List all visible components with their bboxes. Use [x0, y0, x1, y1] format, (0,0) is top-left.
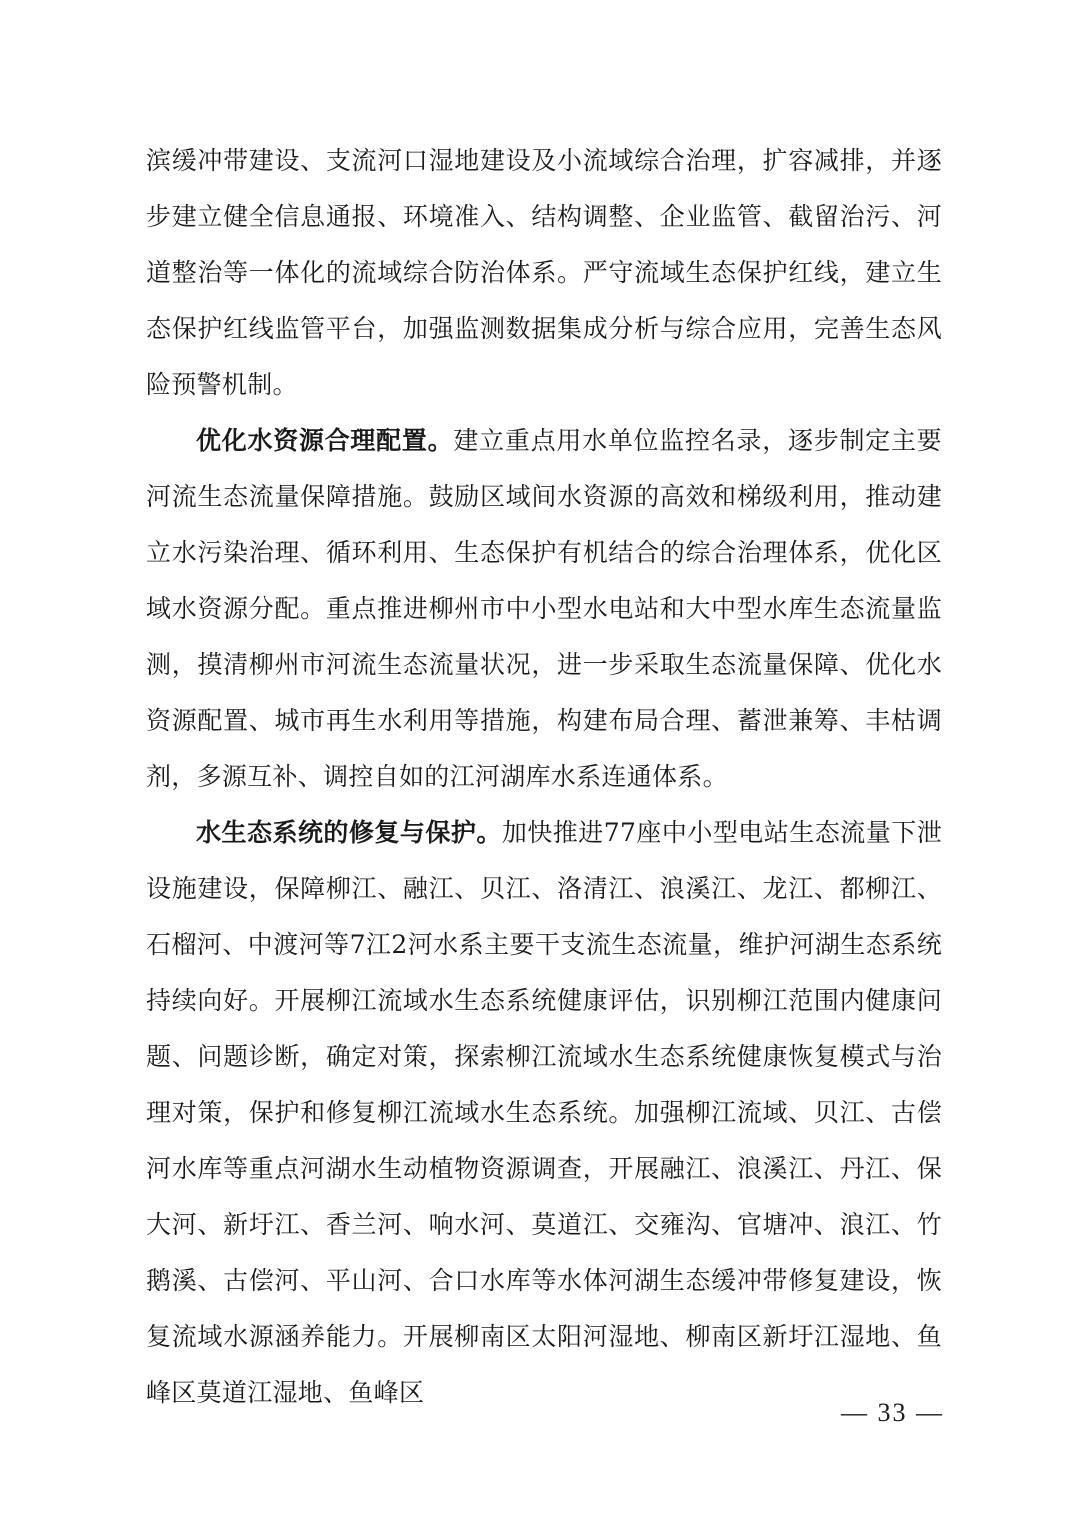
paragraph-continuation — [146, 133, 942, 413]
paragraph-heading: 水生态系统的修复与保护。 — [196, 818, 502, 847]
paragraph-text: 滨缓冲带建设、支流河口湿地建设及小流域综合治理，扩容减排，并逐步建立健全信息通报、环境准入、结构调整、企业监管、截留治污、河道整治等一体化的流域综合防治体系。严守流域生态保护红线，建立生态保护红线监管平台，加强监测数据集成分析与综合应用，完善生态风险预警机制。 — [146, 146, 942, 399]
paragraph-ecosystem-restoration — [146, 805, 942, 1421]
paragraph-heading: 优化水资源合理配置。 — [196, 426, 454, 455]
page-number: — 33 — — [841, 1398, 944, 1427]
paragraph-text: 加快推进77座中小型电站生态流量下泄设施建设，保障柳江、融江、贝江、洛清江、浪溪江、龙江、都柳江、石榴河、中渡河等7江2河水系主要干支流生态流量，维护河湖生态系统持续向好。开展柳江流域水生态系统健康评估，识别柳江范围内健康问题、问题诊断，确定对策，探索柳江流域水生态系统健康恢复模式与治理对策，保护和修复柳江流域水生态系统。加强柳江流域、贝江、古偿河水库等重点河湖水生动植物资源调查，开展融江、浪溪江、丹江、保大河、新圩江、香兰河、响水河、莫道江、交雍沟、官塘冲、浪江、竹鹅溪、古偿河、平山河、合口水库等水体河湖生态缓冲带修复建设，恢复流域水源涵养能力。开展柳南区太阳河湿地、柳南区新圩江湿地、鱼峰区莫道江湿地、鱼峰区 — [146, 818, 942, 1407]
paragraph-text: 建立重点用水单位监控名录，逐步制定主要河流生态流量保障措施。鼓励区域间水资源的高效和梯级利用，推动建立水污染治理、循环利用、生态保护有机结合的综合治理体系，优化区域水资源分配。重点推进柳州市中小型水电站和大中型水库生态流量监测，摸清柳州市河流生态流量状况，进一步采取生态流量保障、优化水资源配置、城市再生水利用等措施，构建布局合理、蓄泄兼筹、丰枯调剂，多源互补、调控自如的江河湖库水系连通体系。 — [146, 426, 942, 791]
body-text — [146, 133, 942, 1421]
paragraph-water-allocation — [146, 413, 942, 805]
